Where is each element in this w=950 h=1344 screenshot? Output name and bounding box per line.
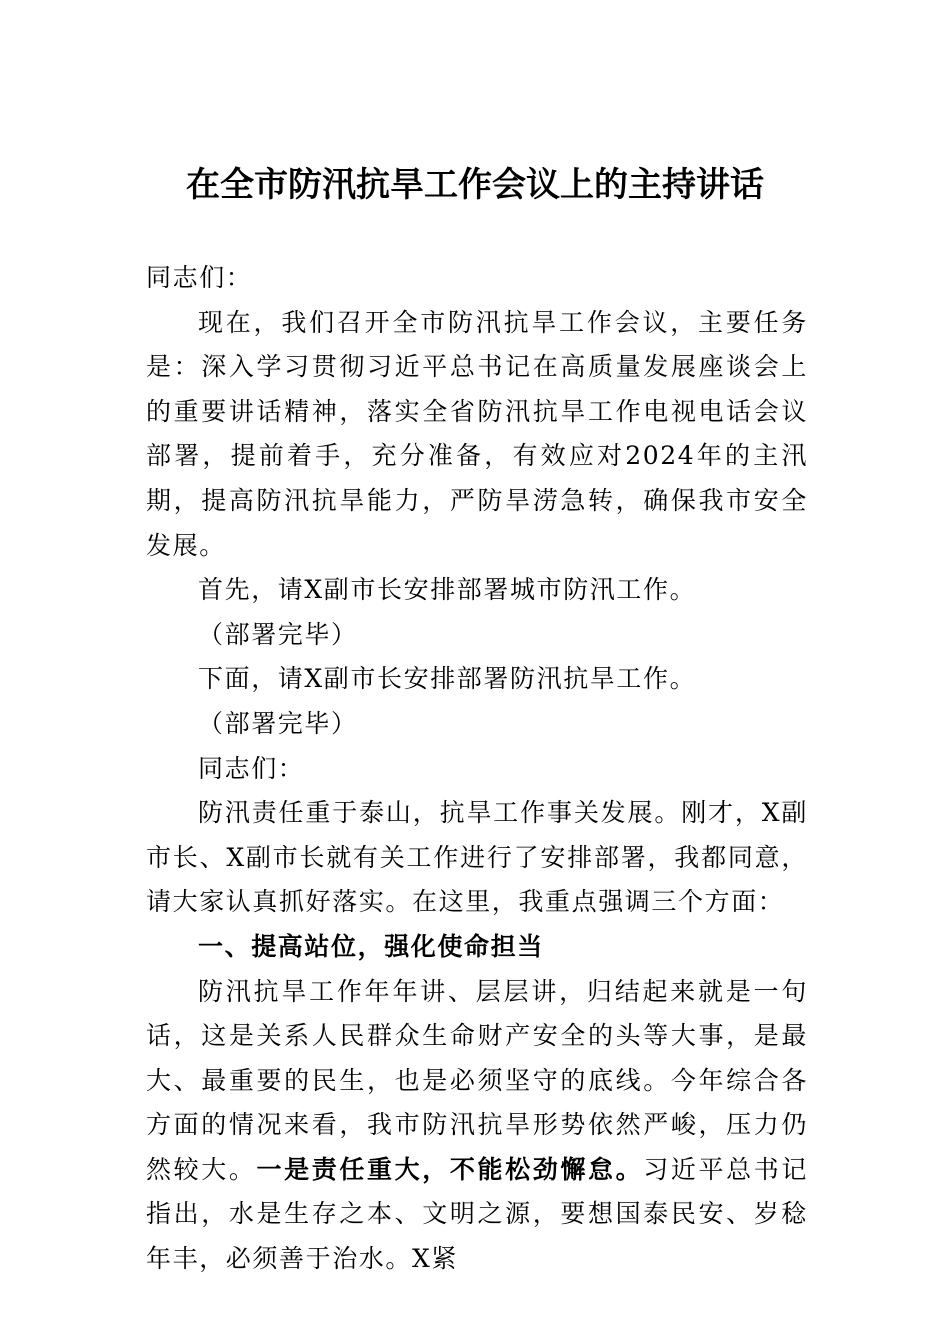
paragraph-deployment-done-2: （部署完毕） [198,708,358,738]
document-title: 在全市防汛抗旱工作会议上的主持讲话 [186,165,764,205]
section-heading-1: 一、提高站位，强化使命担当 [198,931,544,961]
paragraph-section-1-end: 习近平总书记指出，水是生存之本、文明之源，要想国泰民安、岁稔年丰，必须善于治水。X紧 [146,1154,809,1274]
paragraph-first-arrangement: 首先，请X副市长安排部署城市防汛工作。 [198,575,697,605]
document-body [146,256,808,1282]
paragraph-intro: 现在，我们召开全市防汛抗旱工作会议，主要任务是：深入学习贯彻习近平总书记在高质量发展座谈会上的重要讲话精神，落实全省防汛抗旱工作电视电话会议部署，提前着手，充分准备，有效应对2024年的主汛期，提高防汛抗旱能力，严防旱涝急转，确保我市安全发展。 [146,307,808,560]
paragraph-responsibility: 防汛责任重于泰山，抗旱工作事关发展。刚才，X副市长、X副市长就有关工作进行了安排部署，我都同意，请大家认真抓好落实。在这里，我重点强调三个方面： [146,798,808,917]
greeting: 同志们： [146,263,253,292]
paragraph-section-1 [146,970,808,1282]
greeting-second: 同志们： [198,753,305,783]
paragraph-section-1-start: 防汛抗旱工作年年讲、层层讲，归结起来就是一句话，这是关系人民群众生命财产安全的头等大事，是最大、最重要的民生，也是必须坚守的底线。今年综合各方面的情况来看，我市防汛抗旱形势依然严峻，压力仍然较大。 [146,976,808,1184]
paragraph-section-1-bold: 一是责任重大，不能松劲懈怠。 [256,1154,644,1184]
paragraph-deployment-done-1: （部署完毕） [198,619,358,649]
paragraph-second-arrangement: 下面，请X副市长安排部署防汛抗旱工作。 [198,664,697,694]
